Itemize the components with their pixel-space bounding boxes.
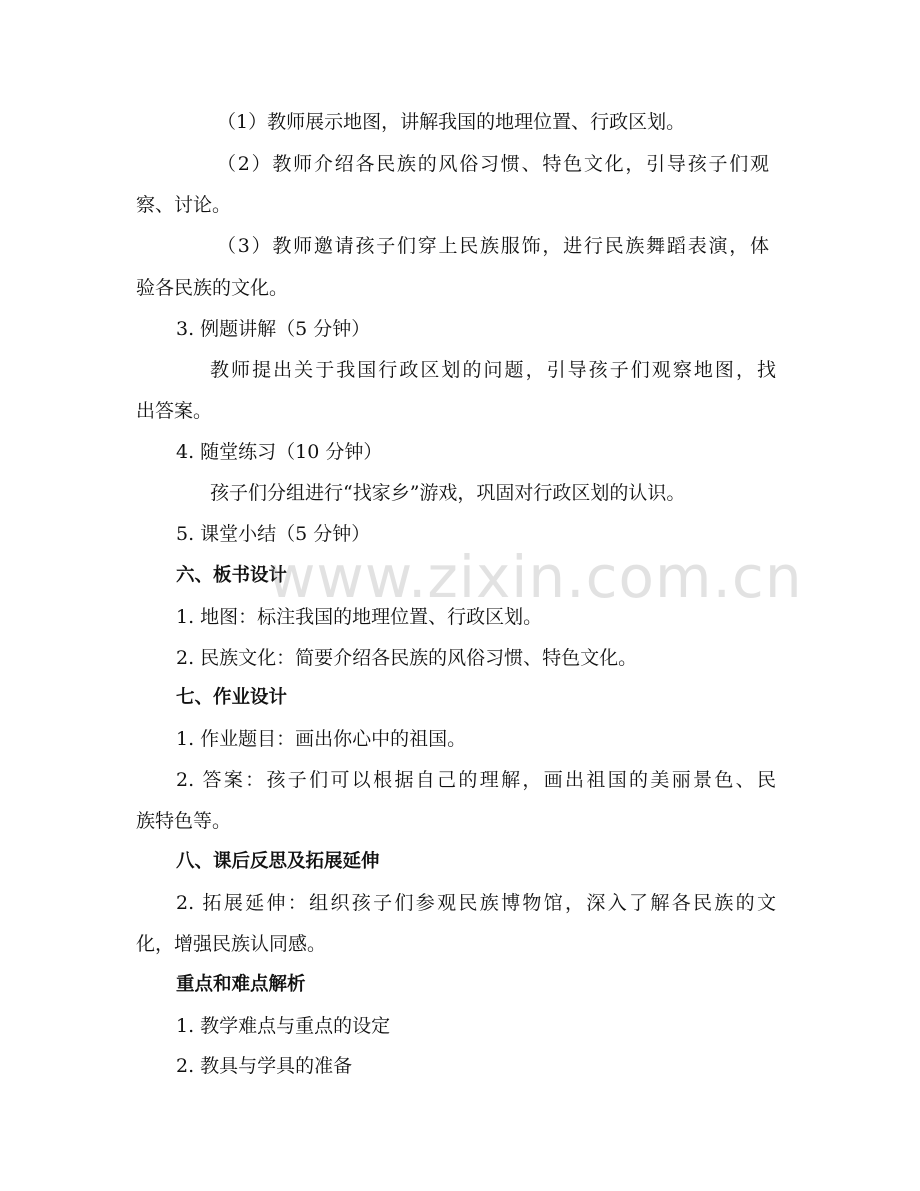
watermark-text: www.zixin.com.cn <box>268 543 803 611</box>
list-item: 1. 地图：标注我国的地理位置、行政区划。 <box>176 606 543 628</box>
list-item: 2. 答案：孩子们可以根据自己的理解，画出祖国的美丽景色、民 <box>176 769 776 791</box>
paragraph-line: 教师提出关于我国行政区划的问题，引导孩子们观察地图，找 <box>210 359 776 381</box>
list-item: 2. 拓展延伸：组织孩子们参观民族博物馆，深入了解各民族的文 <box>176 892 776 914</box>
list-item: 5. 课堂小结（5 分钟） <box>176 523 371 545</box>
paragraph-line: （1）教师展示地图，讲解我国的地理位置、行政区划。 <box>217 111 686 133</box>
paragraph-line: （3）教师邀请孩子们穿上民族服饰，进行民族舞蹈表演，体 <box>217 235 769 257</box>
list-item: 3. 例题讲解（5 分钟） <box>176 318 371 340</box>
section-heading: 重点和难点解析 <box>176 974 306 995</box>
list-item: 2. 民族文化：简要介绍各民族的风俗习惯、特色文化。 <box>176 647 638 669</box>
paragraph-line: 察、讨论。 <box>136 194 232 216</box>
section-heading: 七、作业设计 <box>176 687 288 708</box>
paragraph-line: 族特色等。 <box>136 810 232 832</box>
paragraph-line: （2）教师介绍各民族的风俗习惯、特色文化，引导孩子们观 <box>217 153 769 175</box>
list-item: 2. 教具与学具的准备 <box>176 1055 353 1077</box>
list-item: 1. 教学难点与重点的设定 <box>176 1015 391 1037</box>
list-item: 1. 作业题目：画出你心中的祖国。 <box>176 728 467 750</box>
paragraph-line: 出答案。 <box>136 400 213 422</box>
section-heading: 八、课后反思及拓展延伸 <box>176 851 380 872</box>
paragraph-line: 孩子们分组进行“找家乡”游戏，巩固对行政区划的认识。 <box>210 482 686 504</box>
section-heading: 六、板书设计 <box>176 565 288 586</box>
list-item: 4. 随堂练习（10 分钟） <box>176 441 383 463</box>
paragraph-line: 化，增强民族认同感。 <box>136 933 327 955</box>
paragraph-line: 验各民族的文化。 <box>136 277 289 299</box>
